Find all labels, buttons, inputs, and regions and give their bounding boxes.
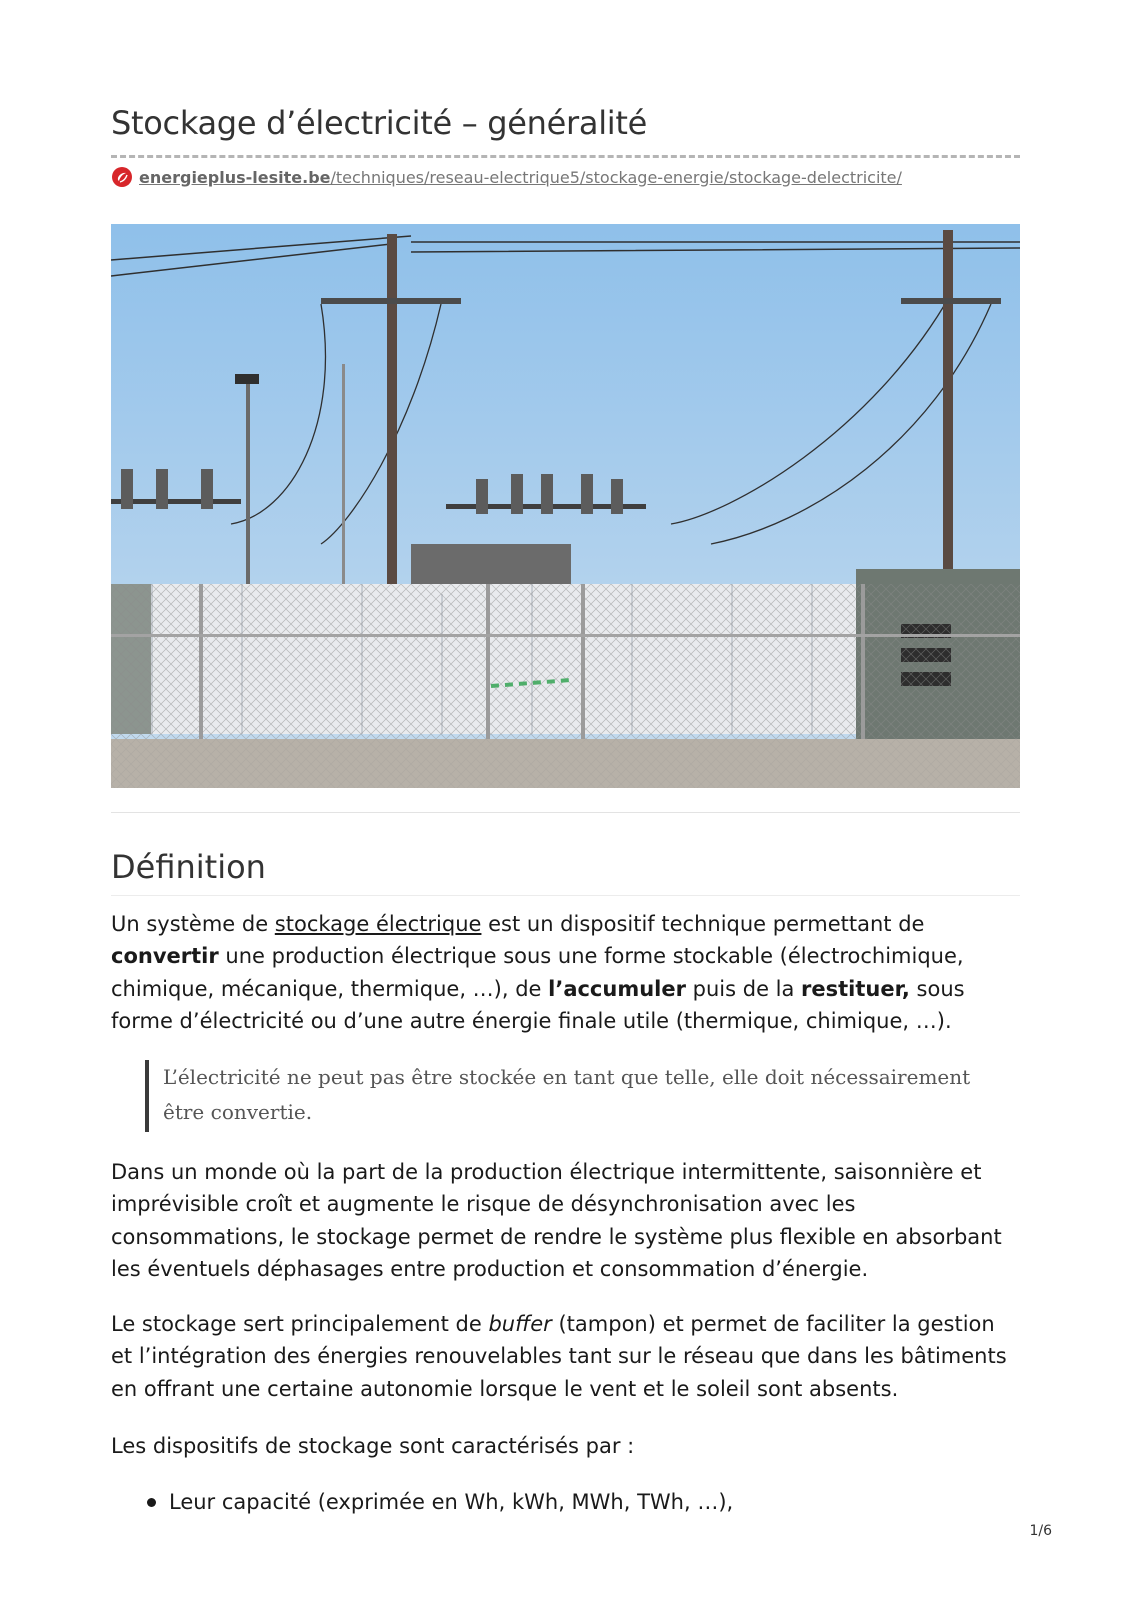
paragraph-buffer (111, 1308, 1016, 1405)
source-url (111, 166, 902, 188)
text-run: est un dispositif technique permettant de (481, 912, 925, 936)
bold-convertir: convertir (111, 944, 219, 969)
text-run: une production électrique sous une forme stockable (électrochimique, chimique, mécanique, thermique, …), de (111, 944, 964, 1001)
text-run: Le stockage sert principalement de (111, 1312, 489, 1336)
characteristics-list (111, 1486, 733, 1518)
bullet-icon (147, 1498, 156, 1507)
list-item (111, 1486, 733, 1518)
stockage-electrique-link[interactable]: stockage électrique (274, 912, 482, 936)
page-number: 1/6 (1029, 1523, 1052, 1539)
text-run: Un système de (111, 912, 275, 936)
source-domain: energieplus-lesite.be (139, 167, 331, 187)
list-item-text: Leur capacité (exprimée en Wh, kWh, MWh, TWh, …), (169, 1490, 734, 1514)
substation-illustration (111, 224, 1020, 788)
section-heading: Définition (111, 848, 266, 886)
text-run: sous forme d’électricité ou d’une autre énergie finale utile (thermique, chimique, …). (111, 976, 965, 1033)
paragraph-context: Dans un monde où la part de la production électrique intermittente, saisonnière et imprévisible croît et augmente le risque de désynchronisation avec les consommations, le stockage permet de rendre le système plus flexible en absorbant les éventuels déphasages entre production et consommation d’énergie. (111, 1160, 1002, 1281)
energieplus-logo-icon (111, 166, 133, 188)
heading-underline (111, 895, 1020, 896)
paragraph-definition (111, 908, 1016, 1037)
title-divider (111, 155, 1020, 158)
text-run: (tampon) et permet de faciliter la gestion et l’intégration des énergies renouvelables tant sur le réseau que dans les bâtiments en offrant une certaine autonomie lorsque le vent et le soleil sont absents. (111, 1312, 1007, 1401)
italic-buffer: buffer (488, 1312, 552, 1336)
bold-restituer: restituer, (801, 976, 910, 1001)
bold-accumuler: l’accumuler (548, 976, 686, 1001)
page-title: Stockage d’électricité – généralité (111, 104, 648, 142)
source-path: /techniques/reseau-electrique5/stockage-energie/stockage-delectricite/ (330, 167, 902, 187)
hero-image (111, 224, 1020, 788)
source-link[interactable] (139, 168, 902, 187)
blockquote: L’électricité ne peut pas être stockée en tant que telle, elle doit nécessairement être convertie. (145, 1060, 1003, 1132)
section-divider (111, 812, 1020, 813)
paragraph-list-intro: Les dispositifs de stockage sont caractérisés par : (111, 1434, 635, 1458)
text-run: puis de la (685, 976, 802, 1001)
